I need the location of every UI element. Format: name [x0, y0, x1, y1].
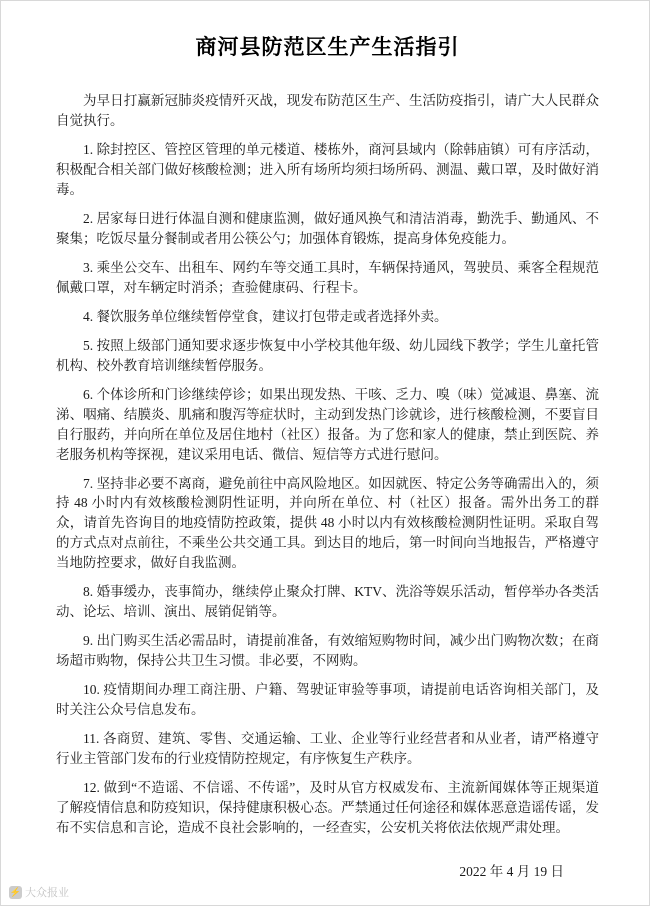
paragraph: 1. 除封控区、管控区管理的单元楼道、楼栋外，商河县域内（除韩庙镇）可有序活动，积极配合相关部门做好核酸检测；进入所有场所均须扫场所码、测温、戴口罩，及时做好消毒。 [56, 141, 599, 197]
paragraph: 11. 各商贸、建筑、零售、交通运输、工业、企业等行业经营者和从业者，请严格遵守行业主管部门发布的行业疫情防控规定，有序恢复生产秩序。 [56, 731, 599, 767]
paragraph: 9. 出门购买生活必需品时，请提前准备，有效缩短购物时间，减少出门购物次数；在商场超市购物，保持公共卫生习惯。非必要，不网购。 [56, 633, 599, 669]
paragraph-list [56, 140, 599, 838]
document-body [56, 91, 599, 838]
paragraph: 5. 按照上级部门通知要求逐步恢复中小学校其他年级、幼儿园线下教学；学生儿童托管机构、校外教育培训继续暂停服务。 [56, 337, 599, 373]
document-date: 2022 年 4 月 19 日 [459, 864, 564, 879]
paragraph: 4. 餐饮服务单位继续暂停堂食，建议打包带走或者选择外卖。 [83, 308, 448, 324]
paragraph: 6. 个体诊所和门诊继续停诊；如果出现发热、干咳、乏力、嗅（味）觉减退、鼻塞、流涕、咽痛、结膜炎、肌痛和腹泻等症状时，主动到发热门诊就诊，进行核酸检测，不要盲目自行服药，并向所在单位及居住地村（社区）报备。为了您和家人的健康，禁止到医院、养老服务机构等探视，建议采用电话、微信、短信等方式进行慰问。 [56, 386, 599, 462]
paragraph: 2. 居家每日进行体温自测和健康监测，做好通风换气和清洁消毒，勤洗手、勤通风、不聚集；吃饭尽量分餐制或者用公筷公勺；加强体育锻炼，提高身体免疫能力。 [56, 210, 599, 246]
document-title: 商河县防范区生产生活指引 [195, 35, 460, 59]
paragraph: 8. 婚事缓办，丧事简办，继续停止聚众打牌、KTV、洗浴等娱乐活动，暂停举办各类活动、论坛、培训、演出、展销促销等。 [56, 584, 599, 620]
lightning-logo-icon: ⚡ [9, 886, 22, 897]
paragraph: 7. 坚持非必要不离商，避免前往中高风险地区。如因就医、特定公务等确需出入的，须持 48 小时内有效核酸检测阴性证明，并向所在单位、村（社区）报备。需外出务工的群众，请首先咨询目的地疫情防控政策，提供 48 小时以内有效核酸检测阴性证明。采取自驾的方式点对点前往，不乘坐公共交通工具。到达目的地后，第一时间向当地报告，严格遵守当地防控要求，做好自我监测。 [56, 475, 599, 571]
intro-paragraph: 为早日打赢新冠肺炎疫情歼灭战，现发布防范区生产、生活防疫指引，请广大人民群众自觉执行。 [56, 93, 599, 128]
paragraph: 10. 疫情期间办理工商注册、户籍、驾驶证审验等事项，请提前电话咨询相关部门，及时关注公众号信息发布。 [56, 682, 599, 718]
watermark [9, 884, 69, 900]
paragraph: 3. 乘坐公交车、出租车、网约车等交通工具时，车辆保持通风，驾驶员、乘客全程规范佩戴口罩，对车辆定时消杀；查验健康码、行程卡。 [56, 259, 599, 295]
paragraph: 12. 做到“不造谣、不信谣、不传谣”，及时从官方权威发布、主流新闻媒体等正规渠道了解疫情信息和防疫知识，保持健康积极心态。严禁通过任何途径和媒体恶意造谣传谣，发布不实信息和言论，造成不良社会影响的，一经查实，公安机关将依法依规严肃处理。 [56, 780, 599, 836]
watermark-label: 大众报业 [25, 887, 69, 899]
